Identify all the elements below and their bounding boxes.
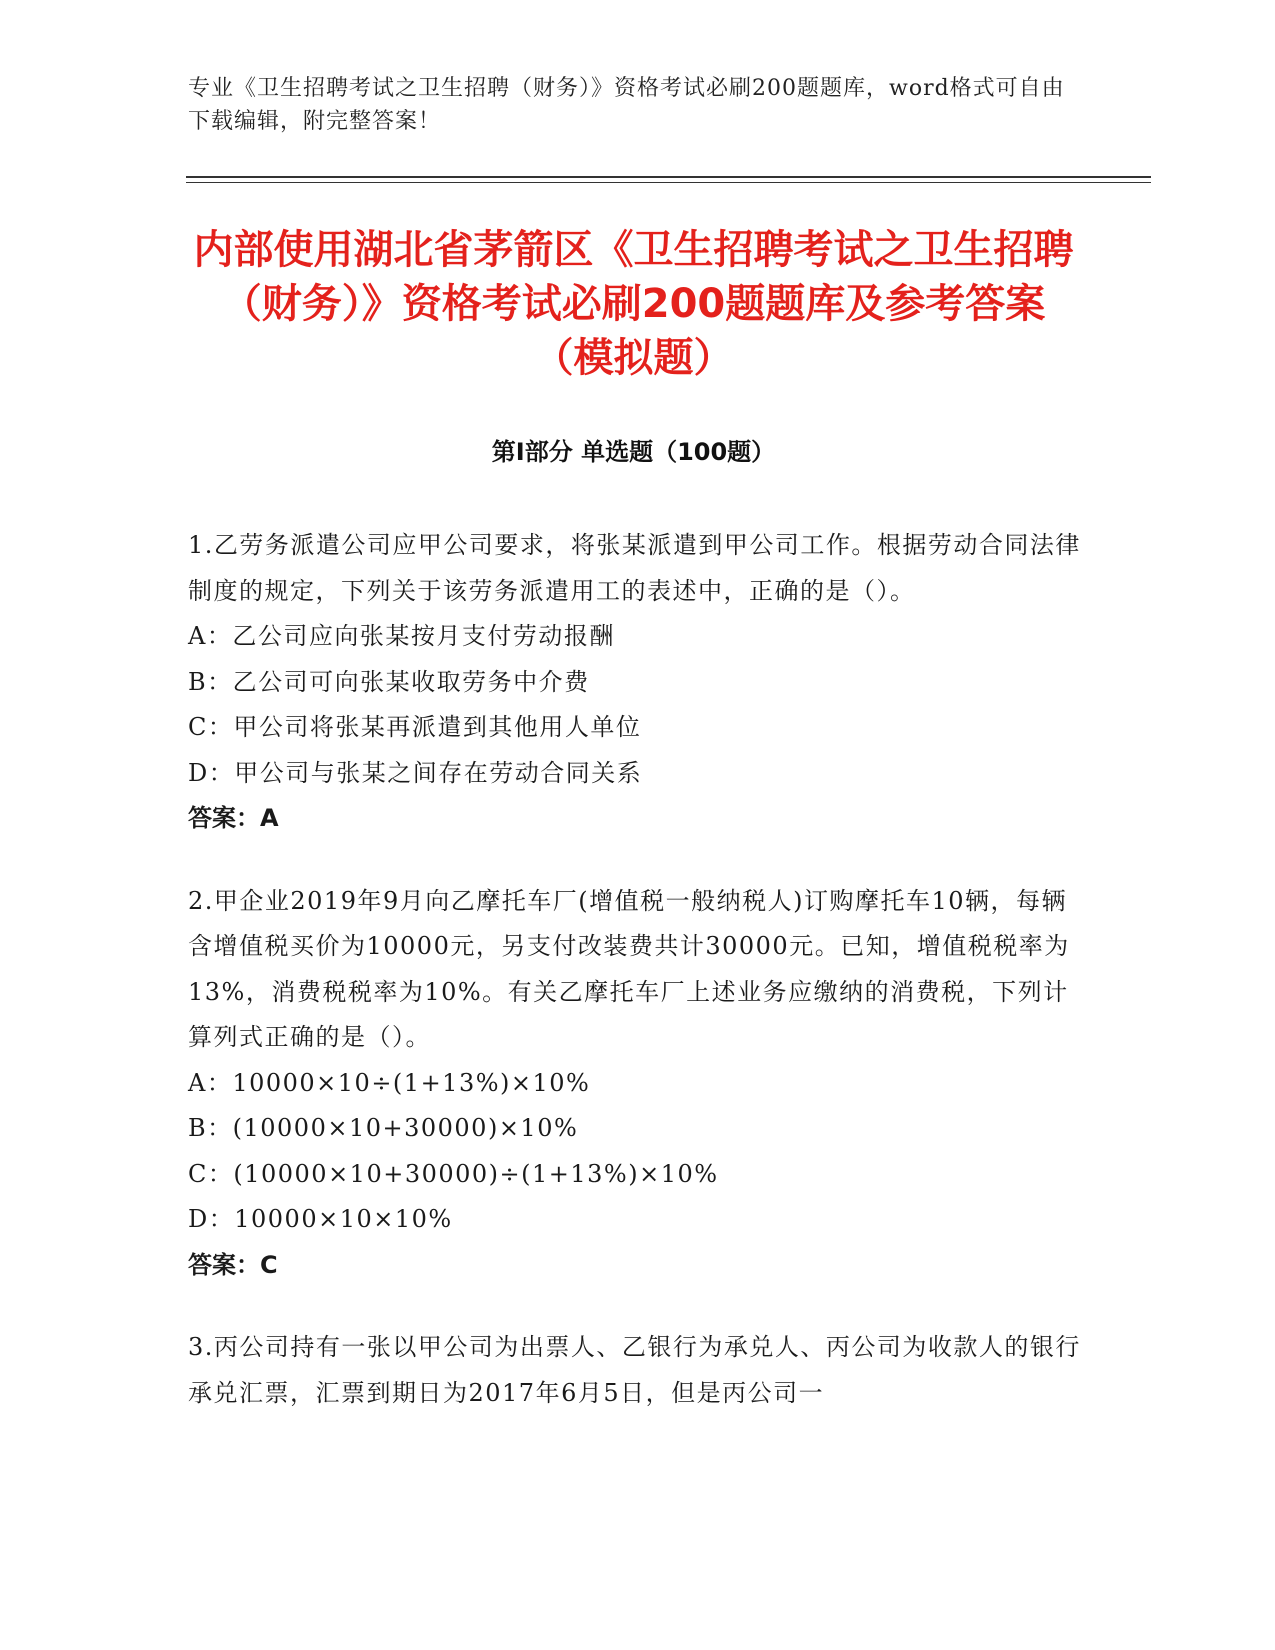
question-stem: 2.甲企业2019年9月向乙摩托车厂(增值税一般纳税人)订购摩托车10辆，每辆含增值税买价为10000元，另支付改装费共计30000元。已知，增值税税率为13%，消费税税率为10%。有关乙摩托车厂上述业务应缴纳的消费税，下列计算列式正确的是（）。 — [188, 886, 1070, 1051]
question-stem: 3.丙公司持有一张以甲公司为出票人、乙银行为承兑人、丙公司为收款人的银行承兑汇票，汇票到期日为2017年6月5日，但是丙公司一 — [188, 1333, 1081, 1407]
option-a: A：10000×10÷(1+13%)×10% — [188, 1068, 591, 1097]
option-c: C：(10000×10+30000)÷(1+13%)×10% — [188, 1159, 719, 1188]
answer: 答案：C — [188, 1250, 278, 1279]
document-title: 内部使用湖北省茅箭区《卫生招聘考试之卫生招聘（财务）》资格考试必刷200题题库及参考答案（模拟题） — [193, 227, 1074, 381]
option-b: B：乙公司可向张某收取劳务中介费 — [188, 667, 590, 696]
header-note: 专业《卫生招聘考试之卫生招聘（财务）》资格考试必刷200题题库，word格式可自由下载编辑，附完整答案！ — [188, 76, 1065, 134]
question-2 — [188, 879, 1083, 1289]
question-1 — [188, 523, 1083, 842]
header-divider-thin — [186, 182, 1151, 183]
section-title: 第Ⅰ部分 单选题（100题） — [491, 438, 776, 466]
option-d: D：甲公司与张某之间存在劳动合同关系 — [188, 758, 643, 787]
question-list — [188, 523, 1083, 1453]
header-divider-thick — [186, 176, 1151, 178]
question-3 — [188, 1325, 1083, 1416]
question-stem: 1.乙劳务派遣公司应甲公司要求，将张某派遣到甲公司工作。根据劳动合同法律制度的规定，下列关于该劳务派遣用工的表述中，正确的是（）。 — [188, 531, 1081, 605]
option-d: D：10000×10×10% — [188, 1205, 453, 1233]
option-b: B：(10000×10+30000)×10% — [188, 1114, 579, 1142]
option-a: A：乙公司应向张某按月支付劳动报酬 — [188, 622, 615, 650]
option-c: C：甲公司将张某再派遣到其他用人单位 — [188, 713, 642, 741]
answer: 答案：A — [188, 804, 279, 832]
